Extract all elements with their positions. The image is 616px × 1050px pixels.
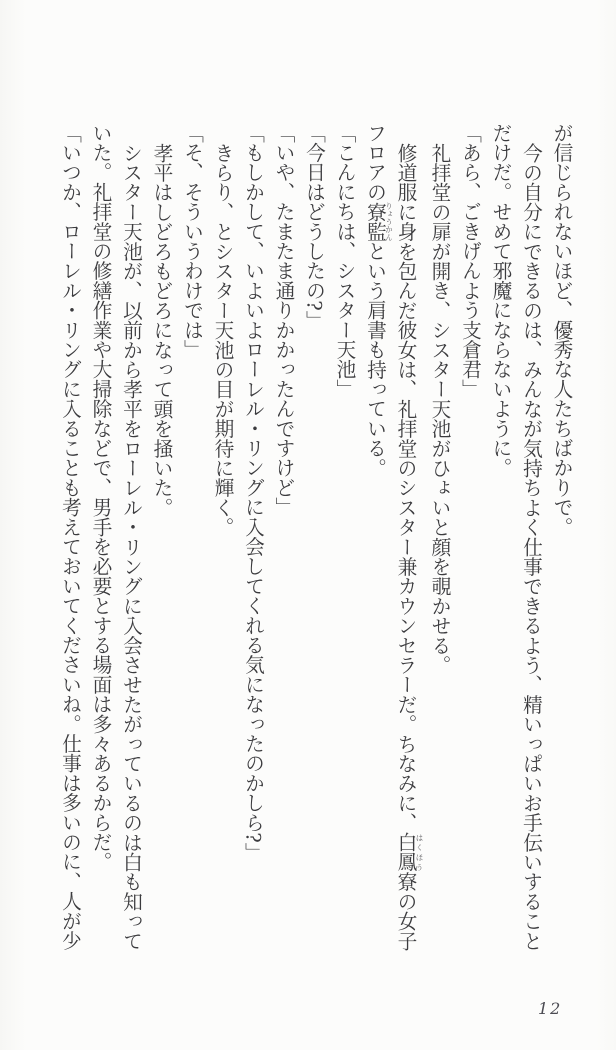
furigana: りょうかん	[384, 201, 394, 242]
paragraph: 「今日はどうしたの?」	[302, 123, 326, 331]
page-number: 12	[538, 999, 563, 1018]
paragraph: 礼拝堂の扉が開き、シスター天池がひょいと顔を覗かせる。	[428, 142, 451, 675]
paragraph: 修道服に身を包んだ彼女は、礼拝堂のシスター兼カウンセラーだ。ちなみに、白鳳はくほう寮の女子フロアの寮監りょうかんという肩書も持っている。	[363, 123, 424, 951]
paragraph: が信じられないほど、優秀な人たちばかりで。	[550, 123, 573, 537]
paragraph: 「あら、ごきげんよう支倉君」	[458, 123, 482, 399]
paragraph: 「いつか、ローレル・リングに入ることも考えておいてくださいね。仕事は多いのに、人が少	[58, 123, 82, 951]
ruby-annotated-word: 白鳳はくほう	[394, 832, 424, 872]
paragraph: きらり、とシスター天池の目が期待に輝く。	[211, 142, 234, 537]
paragraph: 「そ、そういうわけでは」	[180, 123, 204, 360]
paragraph: 「もしかして、いよいよローレル・リングに入会してくれる気になったのかしら?」	[241, 123, 265, 863]
paragraph: 「こんにちは、シスター天池」	[333, 123, 356, 399]
furigana: はくほう	[415, 832, 424, 872]
paragraph: 「いや、たまたま通りかかったんですけど」	[272, 123, 295, 517]
ruby-annotated-word: 寮監りょうかん	[363, 201, 394, 242]
paragraph: シスター天池が、以前から孝平をローレル・リングに入会させたがっているのは白も知っていた。礼拝堂の修繕作業や大掃除などで、男手を必要とする場面は多々あるからだ。	[89, 123, 143, 951]
vertical-text-block	[54, 123, 576, 952]
paragraph: 今の自分にできるのは、みんなが気持ちよく仕事できるよう、精いっぱいお手伝いすることだけだ。せめて邪魔にならないように。	[489, 123, 543, 951]
paragraph: 孝平はしどろもどろになって頭を掻いた。	[150, 142, 173, 517]
